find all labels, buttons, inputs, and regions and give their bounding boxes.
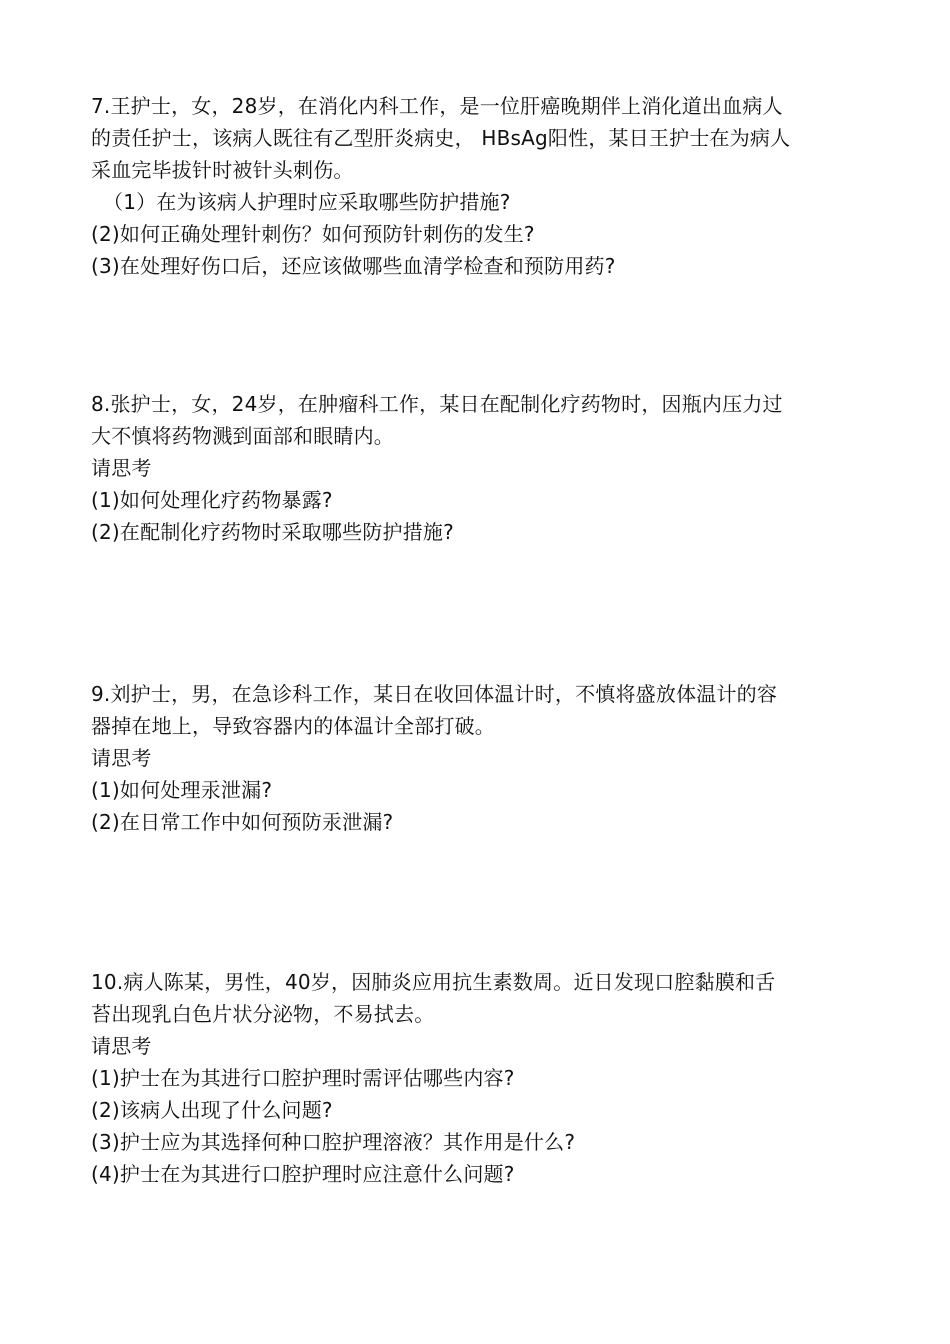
question-10-sub-3: (3)护士应为其选择何种口腔护理溶液？其作用是什么? xyxy=(91,1130,576,1154)
question-10 xyxy=(91,966,871,1190)
question-8-sub-1: (1)如何处理化疗药物暴露? xyxy=(91,488,333,512)
question-8-stem-line: 大不慎将药物溅到面部和眼睛内。 xyxy=(91,424,394,448)
question-7-sub-3: (3)在处理好伤口后，还应该做哪些血清学检查和预防用药? xyxy=(91,254,616,278)
question-10-stem-line: 10.病人陈某，男性，40岁，因肺炎应用抗生素数周。近日发现口腔黏膜和舌 xyxy=(91,970,776,994)
question-10-sub-2: (2)该病人出现了什么问题? xyxy=(91,1098,333,1122)
question-8-sub-2: (2)在配制化疗药物时采取哪些防护措施? xyxy=(91,520,454,544)
question-9-stem-line: 器掉在地上，导致容器内的体温计全部打破。 xyxy=(91,714,495,738)
question-8-stem-line: 8.张护士，女，24岁，在肿瘤科工作，某日在配制化疗药物时，因瓶内压力过 xyxy=(91,392,783,416)
question-7-stem-line: 的责任护士，该病人既往有乙型肝炎病史， HBsAg阳性，某日王护士在为病人 xyxy=(91,126,791,150)
question-9-prompt: 请思考 xyxy=(91,746,152,770)
question-9-sub-1: (1)如何处理汞泄漏? xyxy=(91,778,273,802)
question-10-stem-line: 苔出现乳白色片状分泌物，不易拭去。 xyxy=(91,1002,435,1026)
question-10-prompt: 请思考 xyxy=(91,1034,152,1058)
question-7-stem-line: 7.王护士，女，28岁，在消化内科工作，是一位肝癌晚期伴上消化道出血病人 xyxy=(91,94,783,118)
question-9-stem-line: 9.刘护士，男，在急诊科工作，某日在收回体温计时，不慎将盛放体温计的容 xyxy=(91,682,778,706)
question-8 xyxy=(91,388,871,548)
question-10-sub-1: (1)护士在为其进行口腔护理时需评估哪些内容? xyxy=(91,1066,515,1090)
question-9 xyxy=(91,678,871,838)
question-7 xyxy=(91,90,871,282)
question-9-sub-2: (2)在日常工作中如何预防汞泄漏? xyxy=(91,810,394,834)
question-7-sub-1: （1）在为该病人护理时应采取哪些防护措施? xyxy=(103,190,511,214)
question-8-prompt: 请思考 xyxy=(91,456,152,480)
question-10-sub-4: (4)护士在为其进行口腔护理时应注意什么问题? xyxy=(91,1162,515,1186)
question-7-sub-2: (2)如何正确处理针刺伤？如何预防针刺伤的发生? xyxy=(91,222,535,246)
question-7-stem-line: 采血完毕拔针时被针头刺伤。 xyxy=(91,158,354,182)
